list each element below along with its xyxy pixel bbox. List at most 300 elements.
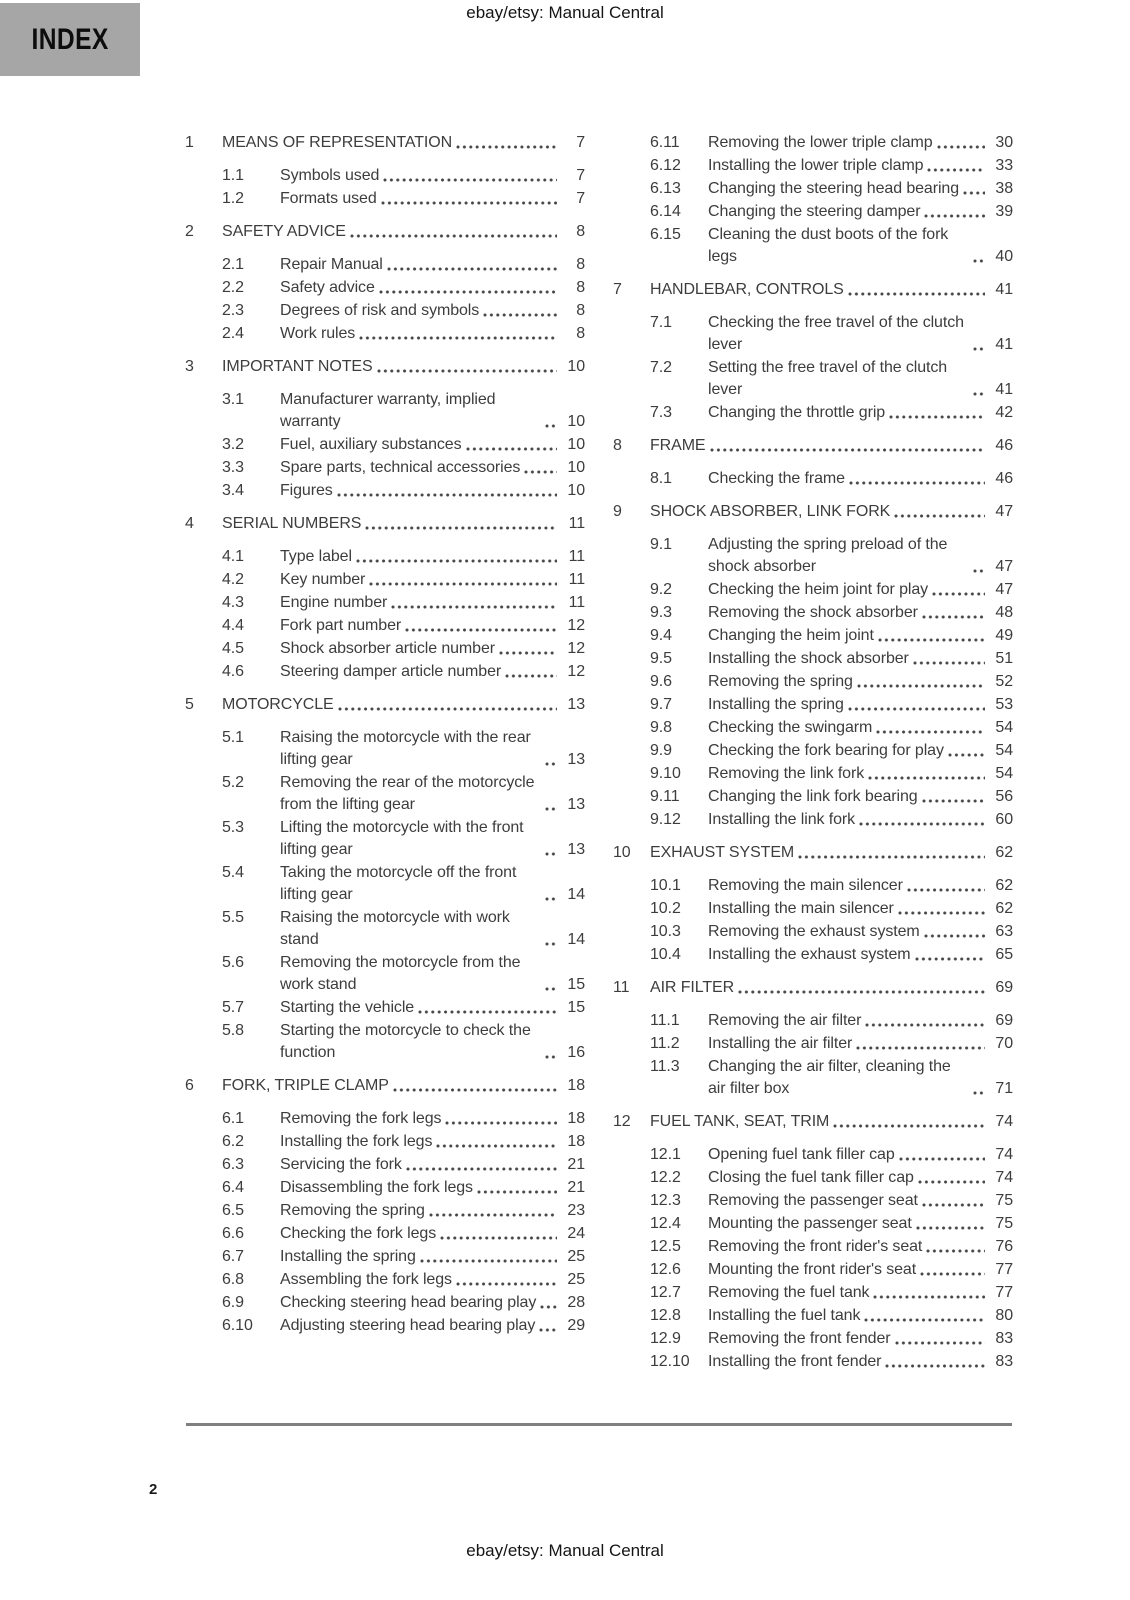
dot-leader	[505, 673, 557, 679]
toc-entry	[613, 809, 1013, 831]
toc-entry-page: 13	[567, 696, 585, 713]
toc-entry-title: Assembling the fork legs	[280, 1271, 452, 1288]
toc-entry-title: FRAME	[650, 437, 706, 454]
toc-entry-title: SAFETY ADVICE	[222, 223, 346, 240]
dot-leader	[379, 289, 557, 295]
dot-leader	[920, 1271, 985, 1277]
toc-entry-page: 54	[995, 719, 1013, 736]
toc-entry-title: Installing the spring	[708, 696, 844, 713]
toc-entry-number: 12.6	[650, 1261, 681, 1278]
dot-leader	[798, 854, 985, 860]
toc-entry-number: 6.6	[222, 1225, 244, 1242]
toc-entry	[613, 1282, 1013, 1304]
toc-entry-number: 12.5	[650, 1238, 681, 1255]
dot-leader	[365, 525, 557, 531]
toc-entry-number: 9.1	[650, 536, 672, 553]
dot-leader	[350, 233, 557, 239]
toc-entry-number: 12.3	[650, 1192, 681, 1209]
toc-entry-title: Checking steering head bearing play	[280, 1294, 537, 1311]
toc-entry-page: 33	[995, 157, 1013, 174]
toc-column-left	[185, 132, 585, 1374]
dot-leader	[924, 933, 985, 939]
dot-leader	[391, 604, 557, 610]
toc-entry	[185, 1200, 585, 1222]
toc-entry-title: Safety advice	[280, 279, 375, 296]
toc-entry-page: 15	[567, 999, 585, 1016]
toc-entry	[185, 323, 585, 345]
toc-entry-number: 6.5	[222, 1202, 244, 1219]
toc-entry-page: 10	[567, 482, 585, 499]
dot-leader	[359, 335, 557, 341]
toc-entry-page: 48	[995, 604, 1013, 621]
dot-leader	[922, 798, 985, 804]
toc-entry-title: Taking the motorcycle off the front lifting gear	[280, 864, 517, 903]
toc-entry-number: 6.9	[222, 1294, 244, 1311]
toc-entry-title: Disassembling the fork legs	[280, 1179, 473, 1196]
dot-leader	[895, 1340, 986, 1346]
toc-entry-number: 9.2	[650, 581, 672, 598]
dot-leader	[440, 1235, 557, 1241]
toc-entry-page: 54	[995, 742, 1013, 759]
toc-entry-title: Adjusting the spring preload of the shock absorber	[708, 536, 948, 575]
toc-entry-title: Fuel, auxiliary substances	[280, 436, 462, 453]
toc-entry-page: 53	[995, 696, 1013, 713]
toc-entry	[185, 638, 585, 660]
toc-entry-page: 18	[567, 1133, 585, 1150]
toc-entry-page: 10	[567, 436, 585, 453]
toc-entry	[185, 1154, 585, 1176]
dot-leader	[973, 346, 985, 352]
toc-entry	[185, 862, 585, 906]
toc-entry-title: Changing the heim joint	[708, 627, 874, 644]
toc-entry	[613, 468, 1013, 490]
dot-leader	[973, 1090, 985, 1096]
toc-entry-number: 6.4	[222, 1179, 244, 1196]
toc-entry-title: Removing the fuel tank	[708, 1284, 870, 1301]
toc-entry-number: 12.1	[650, 1146, 681, 1163]
toc-entry-page: 52	[995, 673, 1013, 690]
dot-leader	[973, 568, 985, 574]
toc-entry-page: 7	[576, 134, 585, 151]
dot-leader	[545, 941, 557, 947]
toc-entry-title: Raising the motorcycle with the rear lifting gear	[280, 729, 531, 768]
toc-entry	[185, 997, 585, 1019]
dot-leader	[337, 492, 557, 498]
toc-entry	[185, 1269, 585, 1291]
footer-title: ebay/etsy: Manual Central	[466, 1541, 664, 1560]
toc-entry	[613, 1328, 1013, 1350]
toc-entry-page: 74	[995, 1146, 1013, 1163]
dot-leader	[916, 1225, 985, 1231]
dot-leader	[338, 706, 557, 712]
toc-entry-title: Removing the spring	[708, 673, 853, 690]
toc-entry-page: 46	[995, 437, 1013, 454]
toc-entry-number: 9	[613, 503, 622, 520]
dot-leader	[833, 1123, 985, 1129]
toc-entry-number: 4.2	[222, 571, 244, 588]
toc-entry-title: MOTORCYCLE	[222, 696, 334, 713]
toc-entry-title: Removing the fork legs	[280, 1110, 442, 1127]
toc-entry	[185, 592, 585, 614]
toc-entry-title: Servicing the fork	[280, 1156, 402, 1173]
toc-entry-number: 12.10	[650, 1353, 690, 1370]
dot-leader	[456, 144, 557, 150]
toc-entry	[185, 254, 585, 276]
toc-entry-number: 4.4	[222, 617, 244, 634]
toc-entry	[613, 1111, 1013, 1133]
toc-entry-number: 9.9	[650, 742, 672, 759]
dot-leader	[420, 1258, 557, 1264]
toc-entry-number: 5.1	[222, 729, 244, 746]
dot-leader	[915, 956, 985, 962]
toc-entry-page: 8	[576, 302, 585, 319]
toc-entry	[613, 312, 1013, 356]
dot-leader	[894, 513, 985, 519]
toc-entry-title: SHOCK ABSORBER, LINK FORK	[650, 503, 891, 520]
toc-entry	[613, 625, 1013, 647]
toc-entry	[613, 1010, 1013, 1032]
toc-entry-number: 1	[185, 134, 194, 151]
toc-entry	[613, 740, 1013, 762]
dot-leader	[922, 614, 985, 620]
toc-entry-number: 6	[185, 1077, 194, 1094]
toc-entry-number: 11.3	[650, 1058, 680, 1075]
dot-leader	[963, 190, 985, 196]
toc-entry-title: Starting the motorcycle to check the function	[280, 1022, 531, 1061]
toc-entry-page: 65	[995, 946, 1013, 963]
toc-entry-title: Checking the swingarm	[708, 719, 873, 736]
toc-entry-number: 12.7	[650, 1284, 681, 1301]
toc-entry	[185, 188, 585, 210]
toc-entry-number: 9.5	[650, 650, 672, 667]
toc-entry-title: Removing the motorcycle from the work stand	[280, 954, 521, 993]
toc-entry	[185, 817, 585, 861]
toc-entry-number: 5.3	[222, 819, 244, 836]
toc-entry-title: Removing the passenger seat	[708, 1192, 918, 1209]
toc-entry-page: 41	[995, 281, 1013, 298]
toc-entry-number: 11.1	[650, 1012, 680, 1029]
toc-entry	[613, 648, 1013, 670]
toc-entry-title: Removing the exhaust system	[708, 923, 920, 940]
toc-entry	[613, 842, 1013, 864]
dot-leader	[545, 806, 557, 812]
toc-entry	[185, 1223, 585, 1245]
dot-leader	[913, 660, 985, 666]
toc-entry	[185, 1246, 585, 1268]
toc-entry-number: 1.2	[222, 190, 244, 207]
toc-entry	[613, 1213, 1013, 1235]
toc-entry-page: 49	[995, 627, 1013, 644]
toc-entry-page: 10	[567, 358, 585, 375]
toc-entry-number: 10.4	[650, 946, 681, 963]
toc-entry-title: Installing the spring	[280, 1248, 416, 1265]
toc-entry-number: 10	[613, 844, 631, 861]
toc-entry	[613, 921, 1013, 943]
toc-entry	[613, 977, 1013, 999]
toc-entry-page: 40	[995, 248, 1013, 265]
dot-leader	[738, 989, 985, 995]
dot-leader	[878, 637, 985, 643]
toc-entry-title: Starting the vehicle	[280, 999, 415, 1016]
toc-entry	[613, 178, 1013, 200]
toc-entry-number: 8.1	[650, 470, 672, 487]
toc-entry	[185, 661, 585, 683]
toc-entry-title: Changing the air filter, cleaning the air filter box	[708, 1058, 951, 1097]
dot-leader	[868, 775, 985, 781]
dot-leader	[907, 887, 985, 893]
toc-entry-number: 4.1	[222, 548, 244, 565]
toc-entry-number: 5.2	[222, 774, 244, 791]
toc-entry-title: Installing the exhaust system	[708, 946, 911, 963]
toc-entry-title: Spare parts, technical accessories	[280, 459, 521, 476]
toc-entry-page: 39	[995, 203, 1013, 220]
dot-leader	[865, 1022, 985, 1028]
toc-entry-title: Type label	[280, 548, 352, 565]
toc-entry-page: 77	[995, 1284, 1013, 1301]
toc-entry-title: Figures	[280, 482, 333, 499]
toc-entry-number: 2.4	[222, 325, 244, 342]
toc-entry	[185, 277, 585, 299]
toc-entry-page: 74	[995, 1113, 1013, 1130]
toc-entry	[613, 602, 1013, 624]
dot-leader	[445, 1120, 557, 1126]
toc-entry-number: 11.2	[650, 1035, 680, 1052]
toc-entry-number: 2.1	[222, 256, 244, 273]
toc-entry	[185, 132, 585, 154]
dot-leader	[377, 368, 557, 374]
dot-leader	[524, 469, 557, 475]
toc-entry	[613, 1144, 1013, 1166]
toc-entry	[185, 1292, 585, 1314]
toc-entry-page: 18	[567, 1110, 585, 1127]
toc-entry-number: 5.4	[222, 864, 244, 881]
toc-entry-title: Checking the fork legs	[280, 1225, 437, 1242]
toc-entry	[185, 1131, 585, 1153]
toc-entry-number: 12.9	[650, 1330, 681, 1347]
toc-entry-title: Installing the air filter	[708, 1035, 853, 1052]
dot-leader	[876, 729, 985, 735]
toc-entry	[185, 457, 585, 479]
dot-leader	[356, 558, 557, 564]
toc-entry	[613, 694, 1013, 716]
toc-entry-number: 3.1	[222, 391, 244, 408]
toc-entry	[613, 279, 1013, 301]
toc-entry-number: 6.10	[222, 1317, 253, 1334]
toc-entry-title: Opening fuel tank filler cap	[708, 1146, 895, 1163]
dot-leader	[848, 291, 985, 297]
dot-leader	[545, 1054, 557, 1060]
toc-entry-number: 9.12	[650, 811, 681, 828]
toc-entry-number: 6.1	[222, 1110, 244, 1127]
toc-entry-page: 8	[576, 279, 585, 296]
toc-entry-number: 9.4	[650, 627, 672, 644]
toc-entry-title: Installing the shock absorber	[708, 650, 909, 667]
dot-leader	[545, 986, 557, 992]
toc-entry-number: 9.8	[650, 719, 672, 736]
toc-entry-page: 47	[995, 581, 1013, 598]
toc-entry-title: Key number	[280, 571, 366, 588]
toc-entry-page: 70	[995, 1035, 1013, 1052]
toc-entry	[613, 786, 1013, 808]
toc-entry-page: 30	[995, 134, 1013, 151]
toc-entry-title: AIR FILTER	[650, 979, 735, 996]
toc-entry-title: Degrees of risk and symbols	[280, 302, 480, 319]
toc-entry-page: 11	[568, 515, 585, 532]
toc-entry	[185, 480, 585, 502]
dot-leader	[973, 391, 985, 397]
dot-leader	[898, 910, 985, 916]
toc-entry-page: 7	[576, 167, 585, 184]
dot-leader	[483, 312, 557, 318]
toc-entry-title: Installing the link fork	[708, 811, 856, 828]
toc-entry-number: 6.11	[650, 134, 680, 151]
dot-leader	[383, 177, 557, 183]
toc-entry-number: 6.15	[650, 226, 681, 243]
toc-entry-page: 80	[995, 1307, 1013, 1324]
toc-entry	[613, 501, 1013, 523]
toc-entry-page: 75	[995, 1215, 1013, 1232]
toc-entry	[613, 155, 1013, 177]
toc-entry-number: 5.6	[222, 954, 244, 971]
dot-leader	[918, 1179, 985, 1185]
toc-entry-number: 6.3	[222, 1156, 244, 1173]
toc-entry-title: Installing the front fender	[708, 1353, 882, 1370]
toc-entry	[185, 907, 585, 951]
toc-entry-page: 13	[567, 751, 585, 768]
dot-leader	[393, 1087, 557, 1093]
toc-entry-number: 5.8	[222, 1022, 244, 1039]
toc-entry-number: 4.6	[222, 663, 244, 680]
toc-entry	[613, 671, 1013, 693]
toc-entry-title: Mounting the passenger seat	[708, 1215, 912, 1232]
toc-entry-number: 3.3	[222, 459, 244, 476]
dot-leader	[466, 446, 558, 452]
toc-entry-title: Formats used	[280, 190, 377, 207]
toc-entry-title: FUEL TANK, SEAT, TRIM	[650, 1113, 830, 1130]
toc-entry	[613, 357, 1013, 401]
dot-leader	[927, 167, 985, 173]
toc-entry-number: 11	[613, 979, 630, 996]
toc-entry	[613, 435, 1013, 457]
toc-entry-page: 12	[567, 663, 585, 680]
toc-entry	[185, 1108, 585, 1130]
dot-leader	[710, 447, 985, 453]
index-tab-label: INDEX	[31, 22, 109, 56]
toc-entry-page: 11	[568, 571, 585, 588]
toc-entry	[185, 389, 585, 433]
dot-leader	[864, 1317, 985, 1323]
toc-entry-title: Checking the fork bearing for play	[708, 742, 944, 759]
toc-entry-page: 76	[995, 1238, 1013, 1255]
toc-entry-title: Lifting the motorcycle with the front lifting gear	[280, 819, 524, 858]
dot-leader	[387, 266, 557, 272]
toc-entry-title: Repair Manual	[280, 256, 383, 273]
toc-entry-number: 7.3	[650, 404, 672, 421]
toc-entry-title: Removing the front rider's seat	[708, 1238, 923, 1255]
dot-leader	[885, 1363, 985, 1369]
toc-entry	[185, 1075, 585, 1097]
dot-leader	[545, 423, 557, 429]
toc-entry-title: HANDLEBAR, CONTROLS	[650, 281, 844, 298]
toc-entry-title: Setting the free travel of the clutch lever	[708, 359, 948, 398]
toc-entry-page: 62	[995, 900, 1013, 917]
toc-entry	[613, 1056, 1013, 1100]
toc-entry-title: Changing the throttle grip	[708, 404, 886, 421]
dot-leader	[857, 683, 985, 689]
divider-rule	[186, 1423, 1012, 1426]
dot-leader	[381, 200, 557, 206]
toc-entry-number: 4.3	[222, 594, 244, 611]
toc-entry-number: 8	[613, 437, 622, 454]
toc-entry-number: 2.3	[222, 302, 244, 319]
toc-entry-number: 3	[185, 358, 194, 375]
toc-entry-page: 41	[995, 381, 1013, 398]
toc-entry-number: 6.7	[222, 1248, 244, 1265]
toc-entry-page: 83	[995, 1353, 1013, 1370]
dot-leader	[545, 851, 557, 857]
dot-leader	[849, 480, 985, 486]
dot-leader	[369, 581, 557, 587]
toc-entry	[613, 717, 1013, 739]
dot-leader	[856, 1045, 985, 1051]
toc-entry-title: MEANS OF REPRESENTATION	[222, 134, 453, 151]
toc-entry	[613, 1305, 1013, 1327]
toc-entry-number: 2.2	[222, 279, 244, 296]
toc-entry	[613, 1033, 1013, 1055]
toc-entry-number: 9.7	[650, 696, 672, 713]
toc-entry-page: 47	[995, 503, 1013, 520]
toc-entry-number: 9.3	[650, 604, 672, 621]
toc-entry-title: Removing the main silencer	[708, 877, 903, 894]
toc-entry-page: 83	[995, 1330, 1013, 1347]
toc-entry-number: 12.8	[650, 1307, 681, 1324]
dot-leader	[539, 1327, 557, 1333]
toc-entry	[613, 224, 1013, 268]
toc-entry	[185, 1020, 585, 1064]
toc-column-right	[613, 132, 1013, 1374]
toc-entry-page: 12	[567, 617, 585, 634]
toc-entry-page: 47	[995, 558, 1013, 575]
toc-entry	[185, 1315, 585, 1337]
toc-entry-number: 3.4	[222, 482, 244, 499]
toc-entry	[613, 898, 1013, 920]
toc-entry-page: 8	[576, 256, 585, 273]
toc-entry-title: Adjusting steering head bearing play	[280, 1317, 536, 1334]
toc-entry-page: 63	[995, 923, 1013, 940]
toc-entry-page: 16	[567, 1044, 585, 1061]
toc-entry-page: 21	[567, 1156, 585, 1173]
toc-entry	[185, 952, 585, 996]
toc-entry-title: Installing the fork legs	[280, 1133, 433, 1150]
toc-entry-page: 13	[567, 796, 585, 813]
toc-entry-title: Manufacturer warranty, implied warranty	[280, 391, 496, 430]
toc-entry-page: 74	[995, 1169, 1013, 1186]
toc-entry-page: 25	[567, 1248, 585, 1265]
toc-entry	[613, 1236, 1013, 1258]
toc-entry-page: 54	[995, 765, 1013, 782]
toc-entry	[613, 1167, 1013, 1189]
toc-entry-title: Removing the shock absorber	[708, 604, 918, 621]
toc-entry-page: 24	[567, 1225, 585, 1242]
toc-entry-title: Mounting the front rider's seat	[708, 1261, 917, 1278]
toc-entry-page: 21	[567, 1179, 585, 1196]
toc-entry-page: 14	[567, 886, 585, 903]
toc-entry-title: Cleaning the dust boots of the fork legs	[708, 226, 949, 265]
toc-entry	[185, 513, 585, 535]
toc-entry	[613, 944, 1013, 966]
dot-leader	[429, 1212, 557, 1218]
toc-entry	[613, 579, 1013, 601]
